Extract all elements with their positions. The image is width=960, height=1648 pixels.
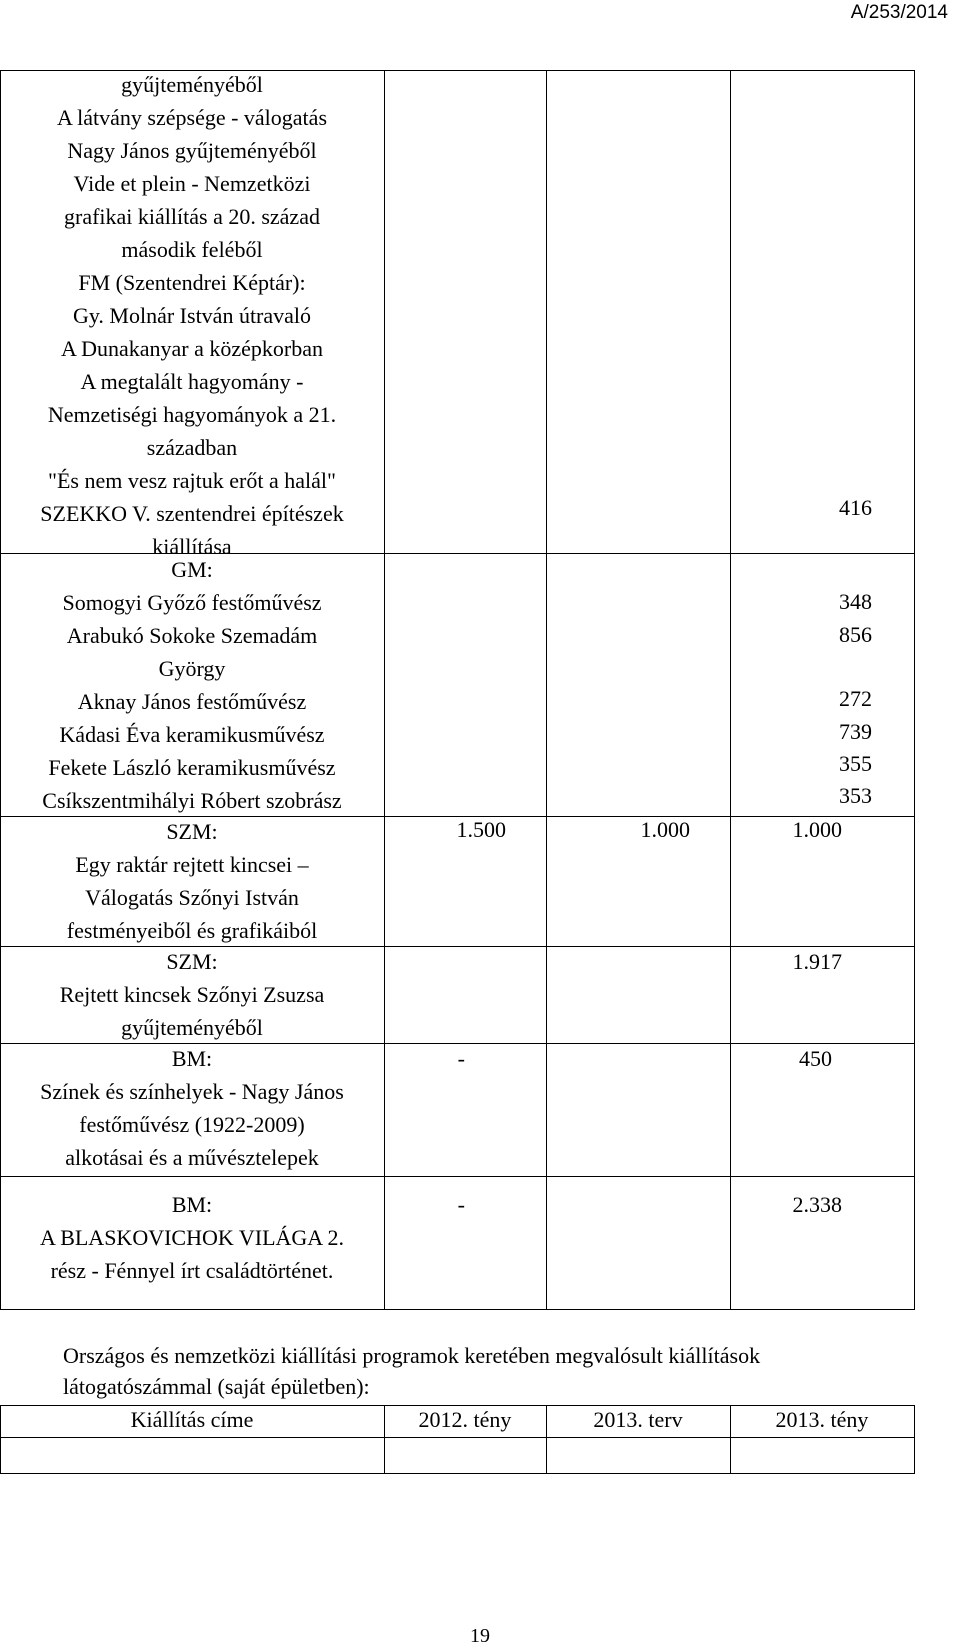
bottom-table-bottom-border xyxy=(0,1473,915,1474)
value-cell: 2.338 xyxy=(792,1192,842,1217)
exhibition-block-szm-2 xyxy=(0,945,384,1044)
header-cell: 2013. terv xyxy=(593,1407,683,1432)
table-line: Aknay János festőművész xyxy=(77,689,307,714)
table-line: Nemzetiségi hagyományok a 21. xyxy=(47,402,337,427)
table-line: Egy raktár rejtett kincsei – xyxy=(75,852,309,877)
value-cell: 856 xyxy=(839,622,872,647)
header-cell: Kiállítás címe xyxy=(130,1407,254,1432)
value-cell: - xyxy=(457,1046,465,1071)
table-line: GM: xyxy=(171,557,213,582)
exhibition-block-szm-1 xyxy=(0,815,384,947)
value-cell: 272 xyxy=(839,686,872,711)
value-cell: - xyxy=(457,1192,465,1217)
table-line: SZM: xyxy=(166,819,218,844)
section-paragraph xyxy=(63,1340,760,1402)
bottom-table-top-border xyxy=(0,1405,915,1406)
table-line: században xyxy=(146,435,238,460)
table-line: Csíkszentmihályi Róbert szobrász xyxy=(42,788,342,813)
exhibition-block-gm xyxy=(0,553,384,817)
table-line: Kádasi Éva keramikusművész xyxy=(59,722,325,747)
table-line: festményeiből és grafikáiból xyxy=(66,918,318,943)
exhibition-block-bm-2 xyxy=(0,1188,384,1287)
table-line: Nagy János gyűjteményéből xyxy=(67,138,317,163)
table-line: második feléből xyxy=(121,237,263,262)
table-line: Rejtett kincsek Szőnyi Zsuzsa xyxy=(59,982,325,1007)
table-line: gyűjteményéből xyxy=(121,1015,263,1040)
bottom-table-header-divider xyxy=(0,1437,915,1438)
value-cell: 416 xyxy=(839,495,872,520)
top-table-row-divider xyxy=(0,1176,915,1177)
header-cell: 2013. tény xyxy=(775,1407,869,1432)
table-line: A Dunakanyar a középkorban xyxy=(60,336,324,361)
table-line: SZEKKO V. szentendrei építészek xyxy=(40,501,344,526)
paragraph-line: látogatószámmal (saját épületben): xyxy=(63,1374,370,1399)
table-line: alkotásai és a művésztelepek xyxy=(65,1145,319,1170)
table-line: grafikai kiállítás a 20. század xyxy=(64,204,320,229)
value-cell: 1.500 xyxy=(456,817,506,842)
document-id: A/253/2014 xyxy=(850,2,948,23)
top-table-col3-divider xyxy=(730,70,731,1310)
table-line: A megtalált hagyomány - xyxy=(80,369,304,394)
value-cell: 353 xyxy=(839,783,872,808)
table-line: Fekete László keramikusművész xyxy=(48,755,336,780)
value-cell: 1.000 xyxy=(792,817,842,842)
value-cell: 1.000 xyxy=(640,817,690,842)
top-table-right-border xyxy=(914,70,915,1310)
table-line: "És nem vesz rajtuk erőt a halál" xyxy=(48,468,336,493)
header-cell: 2012. tény xyxy=(418,1407,512,1432)
top-table-col1-divider xyxy=(384,70,385,1310)
bottom-table-right-border xyxy=(914,1405,915,1474)
top-table-bottom-border xyxy=(0,1309,915,1310)
top-table-col2-divider xyxy=(546,70,547,1310)
table-line: FM (Szentendrei Képtár): xyxy=(78,270,306,295)
table-line: kiállítása xyxy=(152,534,232,559)
table-line: Somogyi Győző festőművész xyxy=(62,590,322,615)
table-line: SZM: xyxy=(166,949,218,974)
paragraph-line: Országos és nemzetközi kiállítási programok keretében megvalósult kiállítások xyxy=(63,1343,761,1368)
page-number: 19 xyxy=(470,1625,490,1647)
table-line: BM: xyxy=(171,1192,213,1217)
value-cell: 348 xyxy=(839,589,872,614)
table-line: Gy. Molnár István útravaló xyxy=(72,303,312,328)
table-line: gyűjteményéből xyxy=(121,72,263,97)
table-line: Vide et plein - Nemzetközi xyxy=(73,171,311,196)
value-cell: 1.917 xyxy=(792,949,842,974)
table-line: BM: xyxy=(171,1046,213,1071)
value-cell: 450 xyxy=(799,1046,832,1071)
table-line: Színek és színhelyek - Nagy János xyxy=(40,1079,344,1104)
table-line: Válogatás Szőnyi István xyxy=(85,885,299,910)
value-cell: 739 xyxy=(839,719,872,744)
table-line: A BLASKOVICHOK VILÁGA 2. xyxy=(40,1225,344,1250)
value-cell: 355 xyxy=(839,751,872,776)
table-line: rész - Fénnyel írt családtörténet. xyxy=(50,1258,334,1283)
exhibition-block-szekko xyxy=(0,68,384,563)
table-line: Arabukó Sokoke Szemadám xyxy=(66,623,318,648)
table-line: A látvány szépsége - válogatás xyxy=(56,105,327,130)
table-line: festőművész (1922-2009) xyxy=(79,1112,305,1137)
table-line: György xyxy=(158,656,226,681)
exhibition-block-bm-1 xyxy=(0,1042,384,1174)
